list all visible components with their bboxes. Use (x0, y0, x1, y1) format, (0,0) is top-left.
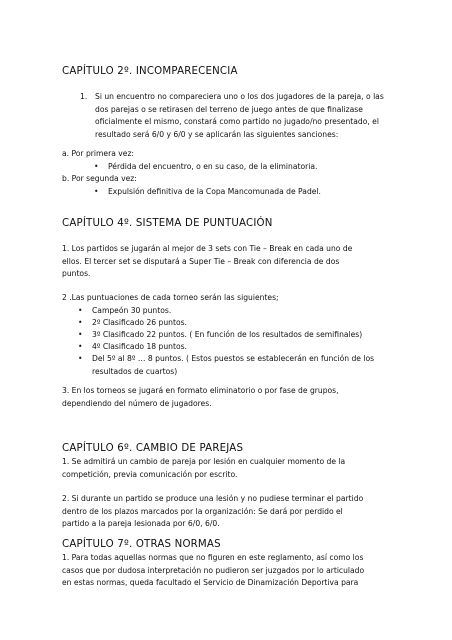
bullet-icon: • (78, 330, 83, 339)
chapter-2-first-bullet: • Pérdida del encuentro, o en su caso, de la eliminatoria. (94, 161, 394, 174)
chapter-4-bullet-3: • 3º Clasificado 22 puntos. ( En función de los resultados de semifinales) (78, 329, 378, 342)
chapter-4-bullet-4: • 4º Clasificado 18 puntos. (78, 341, 378, 354)
bullet-icon: • (78, 306, 83, 315)
bullet-icon: • (78, 318, 83, 327)
chapter-6-title: CAPÍTULO 6º. CAMBIO DE PAREJAS (62, 443, 244, 454)
chapter-7-paragraph-1: 1. Para todas aquellas normas que no figuren en este reglamento, así como los casos que por dudosa interpretación no pudieron ser juzgados por lo articulado en estas normas, queda facultado el Servicio de Dinamización Deportiva para (62, 553, 365, 588)
bullet-icon: • (78, 342, 83, 351)
chapter-2-first-label: a. Por primera vez: (62, 149, 134, 158)
chapter-4-paragraph-2: 2 .Las puntuaciones de cada torneo serán las siguientes; (62, 293, 279, 302)
chapter-2-second-bullet: • Expulsión definitiva de la Copa Mancomunada de Padel. (94, 186, 394, 199)
chapter-4-bullet-5: • Del 5º al 8º … 8 puntos. ( Estos puestos se establecerán en función de los resultados de cuartos) (78, 354, 375, 376)
chapter-2-title: CAPÍTULO 2º. INCOMPARECENCIA (62, 66, 238, 77)
chapter-4-bullet-2: • 2º Clasificado 26 puntos. (78, 317, 378, 330)
chapter-4-paragraph-3: 3. En los torneos se jugará en formato eliminatorio o por fase de grupos, dependiendo del número de jugadores. (62, 386, 339, 408)
chapter-2-item-number: 1. (80, 92, 88, 101)
chapter-4-paragraph-1: 1. Los partidos se jugarán al mejor de 3 sets con Tie – Break en cada uno de ellos. El tercer set se disputará a Super Tie – Break con diferencia de dos puntos. (62, 244, 353, 279)
chapter-6-paragraph-1: 1. Se admitirá un cambio de pareja por lesión en cualquier momento de la competición, previa comunicación por escrito. (62, 457, 346, 479)
bullet-icon: • (78, 354, 83, 363)
chapter-2-item-text: Si un encuentro no compareciera uno o los dos jugadores de la pareja, o las dos parejas o se retirasen del terreno de juego antes de que finalizase oficialmente el mismo, constará como partido no jugado/no presentado, el resultado será 6/0 y 6/0 y se aplicarán las siguientes sanciones: (95, 92, 384, 139)
chapter-4-title: CAPÍTULO 4º. SISTEMA DE PUNTUACIÓN (62, 218, 273, 229)
chapter-6-paragraph-2: 2. Si durante un partido se produce una lesión y no pudiese terminar el partido dentro de los plazos marcados por la organización: Se dará por perdido el partido a la pareja lesionada por 6/0, 6/0. (62, 494, 364, 529)
chapter-4-bullet-1: • Campeón 30 puntos. (78, 305, 378, 318)
chapter-2-second-label: b. Por segunda vez: (62, 174, 137, 183)
bullet-icon: • (94, 162, 99, 171)
chapter-7-title: CAPÍTULO 7º. OTRAS NORMAS (62, 539, 221, 550)
bullet-icon: • (94, 187, 99, 196)
